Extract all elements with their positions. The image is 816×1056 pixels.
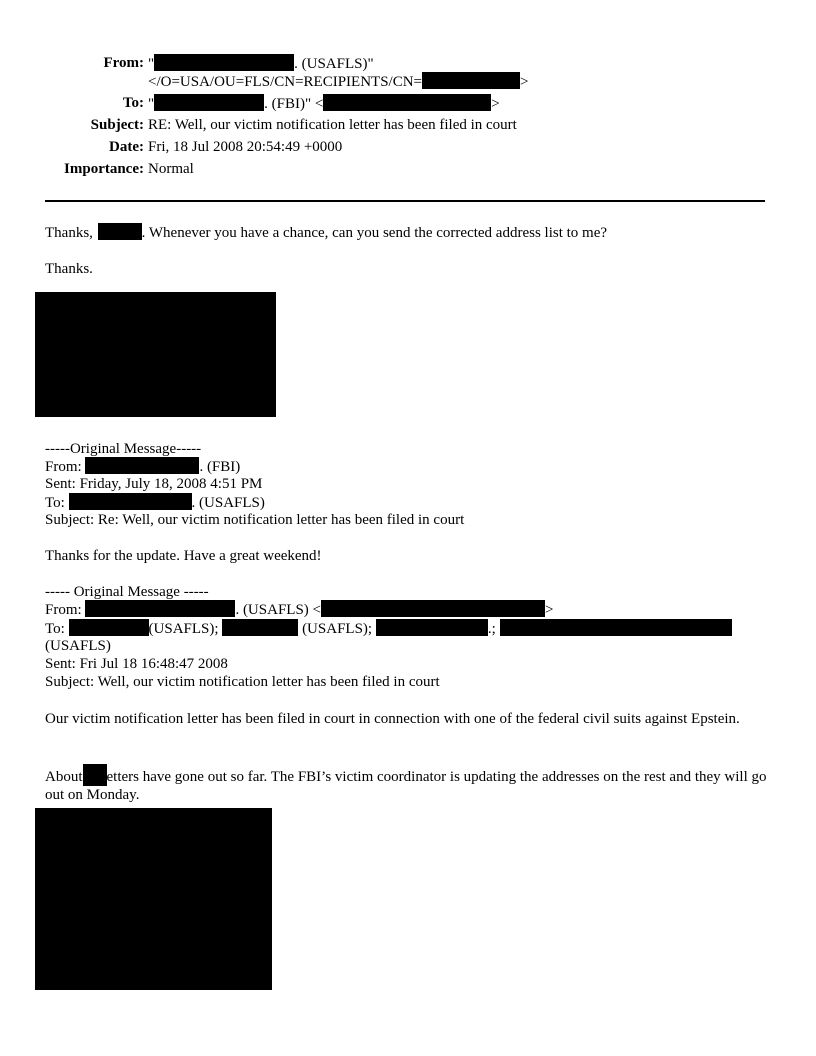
original2-paragraph2 xyxy=(45,764,775,804)
subject-value: RE: Well, our victim notification letter has been filed in court xyxy=(148,117,517,133)
to-close: > xyxy=(491,96,500,112)
redaction-box xyxy=(422,72,520,89)
original1-sent: Sent: Friday, July 18, 2008 4:51 PM xyxy=(45,476,263,492)
subject-label: Subject: xyxy=(90,117,144,133)
reply-request: . Whenever you have a chance, can you send the corrected address list to me? xyxy=(141,225,608,241)
to-quote-open: " xyxy=(148,96,155,112)
original2-from-label: From: xyxy=(45,602,82,618)
header-divider xyxy=(45,200,765,202)
redaction-block xyxy=(35,292,276,417)
original2-to-recipient3: .; xyxy=(487,621,496,637)
redaction-block xyxy=(35,808,272,990)
to-org: . (FBI)" < xyxy=(264,96,324,112)
redaction-box xyxy=(321,600,545,617)
to-value xyxy=(148,94,500,113)
redaction-box xyxy=(69,493,192,510)
original1-to-org: . (USAFLS) xyxy=(191,495,265,511)
to-label: To: xyxy=(122,95,144,111)
from-label: From: xyxy=(103,55,144,71)
date-value: Fri, 18 Jul 2008 20:54:49 +0000 xyxy=(148,139,343,155)
redaction-box xyxy=(154,94,264,111)
original1-to xyxy=(45,493,265,512)
reply-greeting: Thanks, xyxy=(45,225,93,241)
redaction-box xyxy=(154,54,294,71)
paragraph2-rest: etters have gone out so far. The FBI’s victim coordinator is updating the addresses on the rest and they will go out on Monday. xyxy=(45,769,767,803)
original1-from xyxy=(45,457,240,476)
original2-subject: Subject: Well, our victim notification letter has been filed in court xyxy=(45,674,440,690)
original1-subject: Subject: Re: Well, our victim notification letter has been filed in court xyxy=(45,512,465,528)
original2-to-continued: (USAFLS) xyxy=(45,638,111,654)
original-message-separator: -----Original Message----- xyxy=(45,441,202,457)
date-label: Date: xyxy=(109,139,144,155)
importance-label: Importance: xyxy=(64,161,144,177)
original2-to xyxy=(45,619,732,638)
redaction-box xyxy=(85,457,199,474)
original2-to-label: To: xyxy=(45,621,65,637)
importance-value: Normal xyxy=(148,161,194,177)
original2-from xyxy=(45,600,553,619)
from-org: . (USAFLS)" xyxy=(294,56,374,72)
original1-from-label: From: xyxy=(45,459,82,475)
from-x500-close: > xyxy=(520,74,529,90)
redaction-box xyxy=(222,619,298,636)
original2-to-recipient2: (USAFLS); xyxy=(302,621,373,637)
reply-line xyxy=(45,223,607,242)
redaction-box xyxy=(376,619,488,636)
original2-from-org: . (USAFLS) < xyxy=(235,602,321,618)
redaction-box xyxy=(98,223,142,240)
from-x500-path: </O=USA/OU=FLS/CN=RECIPIENTS/CN= xyxy=(148,74,422,90)
from-value-line1 xyxy=(148,54,374,73)
from-quote-open: " xyxy=(148,56,155,72)
reply-thanks: Thanks. xyxy=(45,261,93,277)
original-message-separator: ----- Original Message ----- xyxy=(45,584,209,600)
original2-from-close: > xyxy=(545,602,554,618)
original1-from-org: . (FBI) xyxy=(199,459,241,475)
redaction-box xyxy=(500,619,732,636)
redaction-box xyxy=(85,600,235,617)
original2-sent: Sent: Fri Jul 18 16:48:47 2008 xyxy=(45,656,228,672)
original2-to-recipient1: (USAFLS); xyxy=(148,621,219,637)
original2-paragraph1: Our victim notification letter has been filed in court in connection with one of the federal civil suits against Epstein. xyxy=(45,711,740,727)
redaction-box xyxy=(83,764,107,786)
redaction-box xyxy=(323,94,491,111)
redaction-box xyxy=(69,619,149,636)
original1-message: Thanks for the update. Have a great weekend! xyxy=(45,548,322,564)
paragraph2-lead: About xyxy=(45,769,83,785)
from-value-line2 xyxy=(148,72,528,91)
original1-to-label: To: xyxy=(45,495,65,511)
